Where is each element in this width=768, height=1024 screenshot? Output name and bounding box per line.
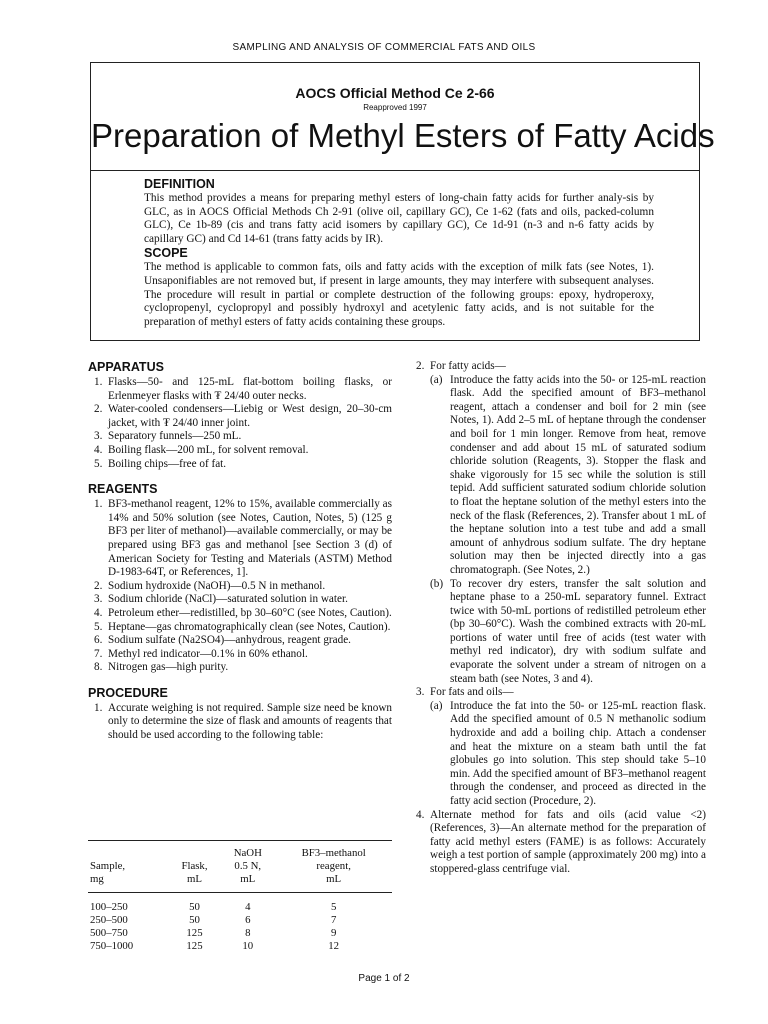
reagents-heading: REAGENTS [88,482,158,497]
list-item: 1. BF3-methanol reagent, 12% to 15%, available commercially as 14% and 50% solution (see Notes, Caution, Notes, 5) (125 g BF3 per liter of methanol)—available commercially, or may be prepared using BF3 gas and methanol [see Section 3 (d) of American Society for Testing and Materials (ASTM) Method D-1983-64T, or References, 1]. [94,498,392,579]
list-item: 3. For fats and oils— [416,686,514,699]
table-header: Flask, mL [181,860,208,885]
list-item: 2. Water-cooled condensers—Liebig or West design, 20–30-cm jacket, with ₮ 24/40 inner joint. [94,403,392,429]
list-item: 5. Heptane—gas chromatographically clean (see Notes, Caution). [94,620,391,633]
list-item: 4. Boiling flask—200 mL, for solvent removal. [94,443,309,456]
list-item: 3. Separatory funnels—250 mL. [94,430,242,443]
table-header: Sample, mg [90,860,126,885]
table-row: 100–250 50 4 5 [90,901,337,913]
list-item: 4. Petroleum ether—redistilled, bp 30–60°C (see Notes, Caution). [94,606,392,619]
list-item: 1. Flasks—50- and 125-mL flat-bottom boiling flasks, or Erlenmeyer flasks with ₮ 24/40 outer necks. [94,376,392,402]
list-item: 2. For fatty acids— [416,360,506,372]
procedure-heading: PROCEDURE [88,685,168,700]
list-item: 5. Boiling chips—free of fat. [94,457,227,470]
apparatus-list [88,376,392,471]
page-title: Preparation of Methyl Esters of Fatty Acids [91,117,715,154]
apparatus-heading: APPARATUS [88,360,164,374]
list-item: 3. Sodium chloride (NaCl)—saturated solution in water. [94,593,348,606]
procedure-list-continued [410,809,706,877]
running-head: SAMPLING AND ANALYSIS OF COMMERCIAL FATS AND OILS [232,42,536,53]
definition-scope-box [90,170,700,341]
procedure-list-continued [410,686,706,700]
table-header: NaOH 0.5 N, mL [233,847,262,885]
sub-item: (a) Introduce the fat into the 50- or 125-mL reaction flask. Add the specified amount of 0.5 N methanolic sodium hydroxide and add a boiling chip. Attach a condenser and heat the mixture on a steam bath until the fat globules go into solution. This step should take 5–10 min. Add the specified amount of BF3–methanol reagent through the condenser, and proceed as directed in the fatty acid section (Procedure, 2). [430,699,706,807]
reagents-list [88,498,392,675]
list-item: 7. Methyl red indicator—0.1% in 60% ethanol. [94,647,308,660]
left-column [88,360,392,743]
reapproved-note: Reapproved 1997 [363,103,427,112]
table-row: 750–1000 125 10 12 [90,940,340,952]
scope-heading: SCOPE [144,246,188,261]
page-footer: Page 1 of 2 [358,973,410,984]
list-item: 2. Sodium hydroxide (NaOH)—0.5 N in methanol. [94,579,326,592]
sub-item: (a) Introduce the fatty acids into the 50- or 125-mL reaction flask. Add the specified amount of BF3–methanol reagent, attach a condenser and boil for 2 min (see Notes, 1). Add 2–5 mL of heptane through the condenser and boil for 1 min longer. Remove from heat, remove condenser and add about 15 mL of saturated sodium chloride solution (Reagents, 3). Stopper the flask and shake vigorously for 15 sec while the solution is still tepid. Add sufficient saturated sodium chloride solution to float the heptane solution of the methyl esters into the neck of the flask (References, 2). Transfer about 1 mL of the heptane solution into a test tube and add a small amount of anhydrous sodium sulfate. The dry heptane solution may then be injected directly into a gas chromatograph. (See Notes, 2.) [430,373,706,576]
list-item: 1. Accurate weighing is not required. Sample size need be known only to determine the size of flask and amounts of reagents that should be used according to the following table: [94,701,392,742]
list-item: 6. Sodium sulfate (Na2SO4)—anhydrous, reagent grade. [94,634,351,647]
method-number: AOCS Official Method Ce 2-66 [295,85,495,101]
procedure-list [88,702,392,743]
sample-size-table [88,840,392,953]
table-header-row [88,841,392,893]
sub-item: (b) To recover dry esters, transfer the salt solution and heptane phase to a 250-mL separatory funnel. Extract twice with 50-mL portions of redistilled petroleum ether (bp 30–60°C). Wash the combined extracts with 20-mL portions of water until free of acids (test water with methyl red indicator), dry with sodium sulfate and evaporate the solvent under a stream of nitrogen on a steam bath (see Notes, 3 and 4). [430,577,706,685]
table-row: 500–750 125 8 9 [90,927,337,939]
title-box [90,62,715,172]
definition-text: This method provides a means for preparing methyl esters of long-chain fatty acids for further analy-sis by GLC, as in AOCS Official Methods Ch 2-91 (olive oil, capillary GC), Ce 1-62 (fats and oils, packed-column GLC), Ce 1b-89 (cis and trans fatty acid isomers by capillary GC), Ce 1d-91 (n-3 and n-6 fatty acids by capillary GC) and Cd 14-61 (trans fatty acids by IR). [144,192,654,245]
procedure-list-continued [410,360,706,374]
scope-text: The method is applicable to common fats, oils and fatty acids with the exception of milk fats (see Notes, 1). Unsaponifiables are not removed but, if present in large amounts, they may interfere with subsequent analyses. The procedure will result in partial or complete destruction of the following groups: epoxy, hydroperoxy, cyclopropenyl, cyclopropyl and possibly hydroxyl and acetylenic fatty acids, and is not suitable for the preparation of methyl esters of fatty acids containing these groups. [144,261,654,328]
list-item: 4. Alternate method for fats and oils (acid value <2) (References, 3)—An alternate method for the preparation of fatty acid methyl esters (FAME) is as follows: Accurately weigh a test portion of sample (approximately 200 mg) into a stoppered-glass centrifuge vial. [416,808,706,875]
list-item: 8. Nitrogen gas—high purity. [94,661,229,674]
table-header: BF3–methanol reagent, mL [301,847,366,885]
definition-heading: DEFINITION [144,177,215,191]
table-row: 250–500 50 6 7 [90,914,337,926]
right-column [410,360,706,877]
